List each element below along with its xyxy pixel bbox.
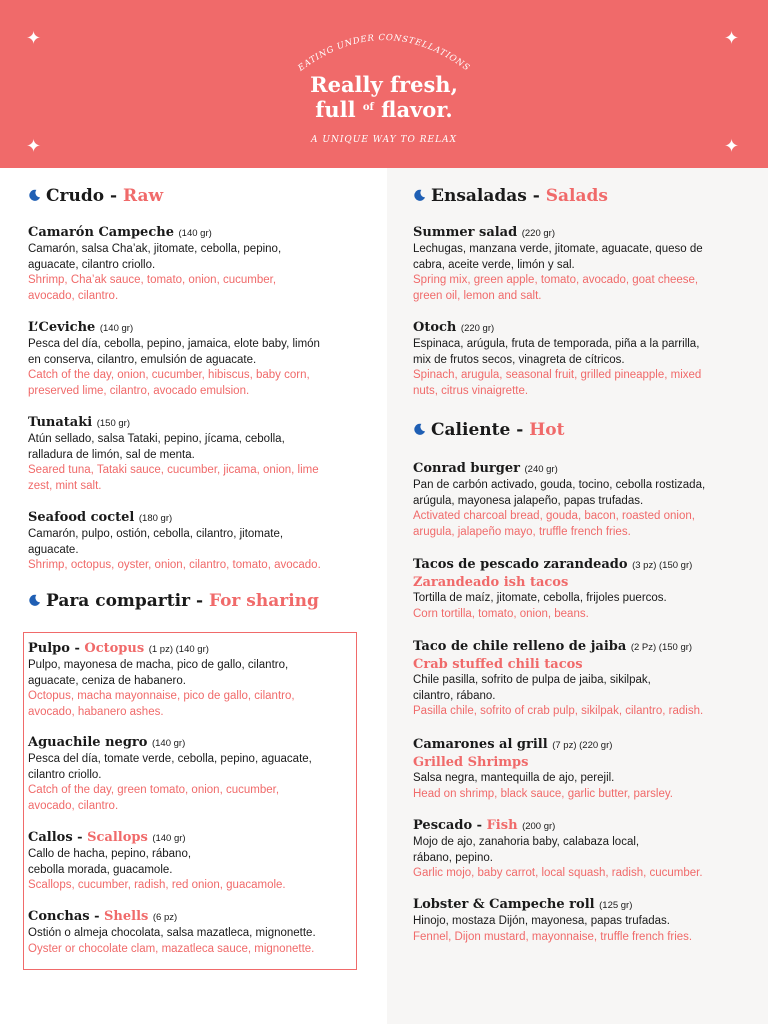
menu-item (413, 896, 753, 945)
item-desc-en: avocado, cilantro. (28, 289, 119, 302)
item-desc-es: cebolla morada, guacamole. (28, 863, 173, 876)
item-qty: (140 gr) (151, 738, 186, 749)
section-title-es: Crudo (46, 186, 105, 206)
item-name (413, 638, 753, 656)
item-name (413, 556, 753, 574)
hero-headline (0, 72, 768, 127)
sparkle-icon: ✦ (26, 136, 42, 157)
item-name-es: Tunataki (28, 415, 93, 430)
item-qty: (1 pz) (140 gr) (148, 644, 209, 655)
section-title-compartir (28, 590, 319, 612)
item-name (413, 736, 753, 754)
item-desc-en: nuts, citrus vinaigrette. (413, 384, 529, 397)
item-name-es: Tacos de pescado zarandeado (413, 557, 628, 572)
item-desc-en: Spring mix, green apple, tomato, avocado, goat cheese, (413, 274, 699, 286)
item-desc-en: green oil, lemon and salt. (413, 289, 542, 302)
item-desc-es: aguacate, cilantro criollo. (28, 258, 156, 271)
item-name (28, 224, 368, 242)
svg-text:EATING UNDER CONSTELLATIONS (296, 33, 472, 74)
section-title-en: Hot (529, 420, 565, 440)
item-desc-en: Pasilla chile, sofrito of crab pulp, sikilpak, cilantro, radish. (413, 705, 704, 717)
headline-line-1: Really fresh, (310, 72, 458, 97)
item-name-en: Grilled Shrimps (413, 755, 529, 770)
menu-item (413, 817, 753, 882)
item-desc-es: cilantro criollo. (28, 768, 102, 781)
sparkle-icon: ✦ (26, 28, 42, 49)
item-desc-es: Callo de hacha, pepino, rábano, (28, 848, 192, 860)
item-name (28, 414, 368, 432)
item-name-en: Crab stuffed chili tacos (413, 657, 583, 672)
item-qty: (140 gr) (152, 833, 186, 844)
item-name-es: Otoch (413, 320, 457, 335)
item-desc-es: Hinojo, mostaza Dijón, mayonesa, papas trufadas. (413, 915, 670, 927)
item-desc-es: Mojo de ajo, zanahoria baby, calabaza local, (413, 836, 640, 848)
menu-item (28, 224, 368, 304)
item-name-en: Octopus (84, 641, 145, 656)
item-qty: (140 gr) (178, 228, 212, 239)
item-qty: (3 pz) (150 gr) (632, 560, 693, 571)
item-name-sep: - (72, 830, 88, 845)
section-title-en: Salads (545, 186, 608, 206)
item-desc-en: Fennel, Dijon mustard, mayonnaise, truffle french fries. (413, 930, 693, 943)
item-name-es: Camarones al grill (413, 737, 548, 752)
item-name-en: Zarandeado ish tacos (413, 575, 569, 590)
item-desc-es: Atún sellado, salsa Tataki, pepino, jícama, cebolla, (28, 433, 285, 445)
section-title-sep: - (110, 186, 118, 206)
moon-icon (413, 423, 426, 436)
item-desc-en: Garlic mojo, baby carrot, local squash, radish, cucumber. (413, 867, 703, 879)
item-name (413, 460, 753, 478)
item-name-es: Summer salad (413, 225, 518, 240)
item-desc-es: Pesca del día, tomate verde, cebolla, pepino, aguacate, (28, 753, 312, 765)
item-desc-es: aguacate. (28, 543, 79, 556)
headline-small-word: of (362, 102, 374, 113)
item-desc-en: Shrimp, octopus, oyster, onion, cilantro, tomato, avocado. (28, 559, 321, 571)
headline-word: full (315, 97, 356, 122)
item-name-es: Aguachile negro (28, 735, 148, 750)
item-desc-en: Activated charcoal bread, gouda, bacon, roasted onion, (413, 510, 695, 522)
moon-icon (28, 189, 41, 202)
item-name (28, 319, 368, 337)
item-desc-en: Octopus, macha mayonnaise, pico de gallo, cilantro, (28, 690, 295, 702)
moon-icon (28, 594, 41, 607)
menu-item (413, 736, 753, 802)
menu-item (413, 224, 753, 304)
item-qty: (200 gr) (522, 821, 556, 832)
item-desc-en: Catch of the day, green tomato, onion, cucumber, (28, 784, 280, 796)
item-name (28, 640, 368, 658)
item-desc-en: preserved lime, cilantro, avocado emulsion. (28, 384, 250, 397)
hero-banner (0, 0, 768, 168)
item-name (413, 319, 753, 337)
menu-item (28, 640, 368, 720)
item-desc-es: Pesca del día, cebolla, pepino, jamaica, elote baby, limón (28, 338, 320, 350)
section-title-es: Ensaladas (431, 186, 527, 206)
item-name (413, 896, 753, 914)
item-desc-es: Lechugas, manzana verde, jitomate, aguacate, queso de (413, 243, 703, 255)
item-desc-es: en conserva, cilantro, emulsión de aguacate. (28, 353, 257, 366)
section-title-sep: - (532, 186, 540, 206)
item-name-es: Conrad burger (413, 461, 520, 476)
headline-line-2 (0, 97, 768, 127)
item-name (28, 509, 368, 527)
section-title-crudo (28, 185, 163, 207)
item-desc-en: Catch of the day, onion, cucumber, hibiscus, baby corn, (28, 369, 310, 381)
item-desc-es: Ostión o almeja chocolata, salsa mazatleca, mignonette. (28, 927, 316, 939)
menu-item (413, 460, 753, 540)
item-qty: (180 gr) (138, 513, 173, 524)
menu-item (28, 908, 368, 957)
item-desc-en: Corn tortilla, tomato, onion, beans. (413, 607, 589, 620)
menu-item (28, 509, 368, 574)
item-qty: (7 pz) (220 gr) (552, 740, 613, 751)
item-name-sep: - (69, 641, 85, 656)
item-name (413, 817, 753, 835)
item-desc-en: avocado, cilantro. (28, 799, 119, 812)
item-name (413, 224, 753, 242)
item-desc-es: Camarón, pulpo, ostión, cebolla, cilantro, jitomate, (28, 528, 284, 540)
item-desc-es: Tortilla de maíz, jitomate, cebolla, frijoles puercos. (413, 592, 667, 604)
item-desc-es: Camarón, salsa Cha’ak, jitomate, cebolla, pepino, (28, 243, 282, 255)
item-desc-es: cilantro, rábano. (413, 689, 496, 702)
item-desc-es: Espinaca, arúgula, fruta de temporada, piña a la parrilla, (413, 338, 700, 350)
sparkle-icon: ✦ (724, 28, 740, 49)
item-qty: (140 gr) (99, 323, 134, 334)
section-title-sep: - (516, 420, 524, 440)
section-title-es: Para compartir (46, 591, 191, 611)
item-qty: (220 gr) (460, 323, 495, 334)
item-desc-es: Pulpo, mayonesa de macha, pico de gallo, cilantro, (28, 659, 289, 671)
item-name (28, 829, 368, 847)
item-desc-en: Scallops, cucumber, radish, red onion, guacamole. (28, 879, 286, 891)
sparkle-icon: ✦ (724, 136, 740, 157)
section-title-en: Raw (122, 186, 164, 206)
menu-item (28, 734, 368, 814)
item-desc-es: Chile pasilla, sofrito de pulpa de jaiba, sikilpak, (413, 674, 651, 686)
item-desc-es: ralladura de limón, sal de menta. (28, 448, 195, 461)
item-desc-es: cabra, aceite verde, limón y sal. (413, 258, 575, 271)
item-name-sep: - (472, 818, 487, 833)
item-name-es: Pescado (413, 818, 473, 833)
headline-word: flavor. (381, 97, 453, 122)
item-desc-es: Salsa negra, mantequilla de ajo, perejil. (413, 772, 615, 784)
item-name-es: Pulpo (28, 641, 70, 656)
item-name-es: Taco de chile relleno de jaiba (413, 639, 627, 654)
menu-item (28, 414, 368, 494)
item-desc-en: Head on shrimp, black sauce, garlic butter, parsley. (413, 787, 673, 800)
item-desc-en: Shrimp, Cha’ak sauce, tomato, onion, cucumber, (28, 274, 277, 286)
item-name-en: Fish (486, 818, 518, 833)
item-name (28, 908, 368, 926)
item-desc-en: Seared tuna, Tataki sauce, cucumber, jicama, onion, lime (28, 464, 319, 476)
item-qty: (240 gr) (524, 464, 558, 475)
hero-subline: A UNIQUE WAY TO RELAX (311, 135, 457, 145)
item-desc-en: Spinach, arugula, seasonal fruit, grilled pineapple, mixed (413, 369, 702, 381)
item-name-es: Conchas (28, 909, 90, 924)
item-qty: (2 Pz) (150 gr) (630, 642, 693, 653)
item-name-es: Lobster & Campeche roll (413, 897, 595, 912)
section-title-caliente (413, 419, 564, 441)
menu-item (413, 638, 753, 720)
section-title-es: Caliente (431, 420, 511, 440)
item-desc-es: mix de frutos secos, vinagreta de cítricos. (413, 353, 625, 366)
item-name-en: Scallops (87, 830, 148, 845)
menu-item (413, 319, 753, 399)
item-name-es: Callos (28, 830, 73, 845)
section-title-ensaladas (413, 185, 608, 207)
item-desc-en: zest, mint salt. (28, 479, 102, 492)
item-name-es: Camarón Campeche (28, 225, 174, 240)
menu-item (28, 829, 368, 894)
item-qty: (220 gr) (521, 228, 555, 239)
section-title-en: For sharing (208, 591, 319, 611)
item-desc-es: Pan de carbón activado, gouda, tocino, cebolla rostizada, (413, 479, 706, 491)
menu-item (28, 319, 368, 399)
menu-item (413, 556, 753, 622)
item-desc-en: Oyster or chocolate clam, mazatleca sauce, mignonette. (28, 942, 315, 955)
item-desc-en: avocado, habanero ashes. (28, 705, 164, 718)
item-desc-es: arúgula, mayonesa jalapeño, papas trufadas. (413, 494, 644, 507)
item-qty: (6 pz) (152, 912, 178, 923)
item-desc-en: arugula, jalapeño mayo, truffle french fries. (413, 525, 631, 538)
item-desc-es: rábano, pepino. (413, 851, 493, 864)
item-name-es: L’Ceviche (28, 320, 96, 335)
item-qty: (150 gr) (96, 418, 130, 429)
item-qty: (125 gr) (599, 900, 633, 911)
item-name-es: Seafood coctel (28, 510, 135, 525)
item-desc-es: aguacate, ceniza de habanero. (28, 674, 186, 687)
item-name-sep: - (89, 909, 105, 924)
item-name (28, 734, 368, 752)
moon-icon (413, 189, 426, 202)
tagline-text: EATING UNDER CONSTELLATIONS (296, 32, 472, 74)
section-title-sep: - (195, 591, 204, 611)
item-name-en: Shells (104, 909, 149, 924)
